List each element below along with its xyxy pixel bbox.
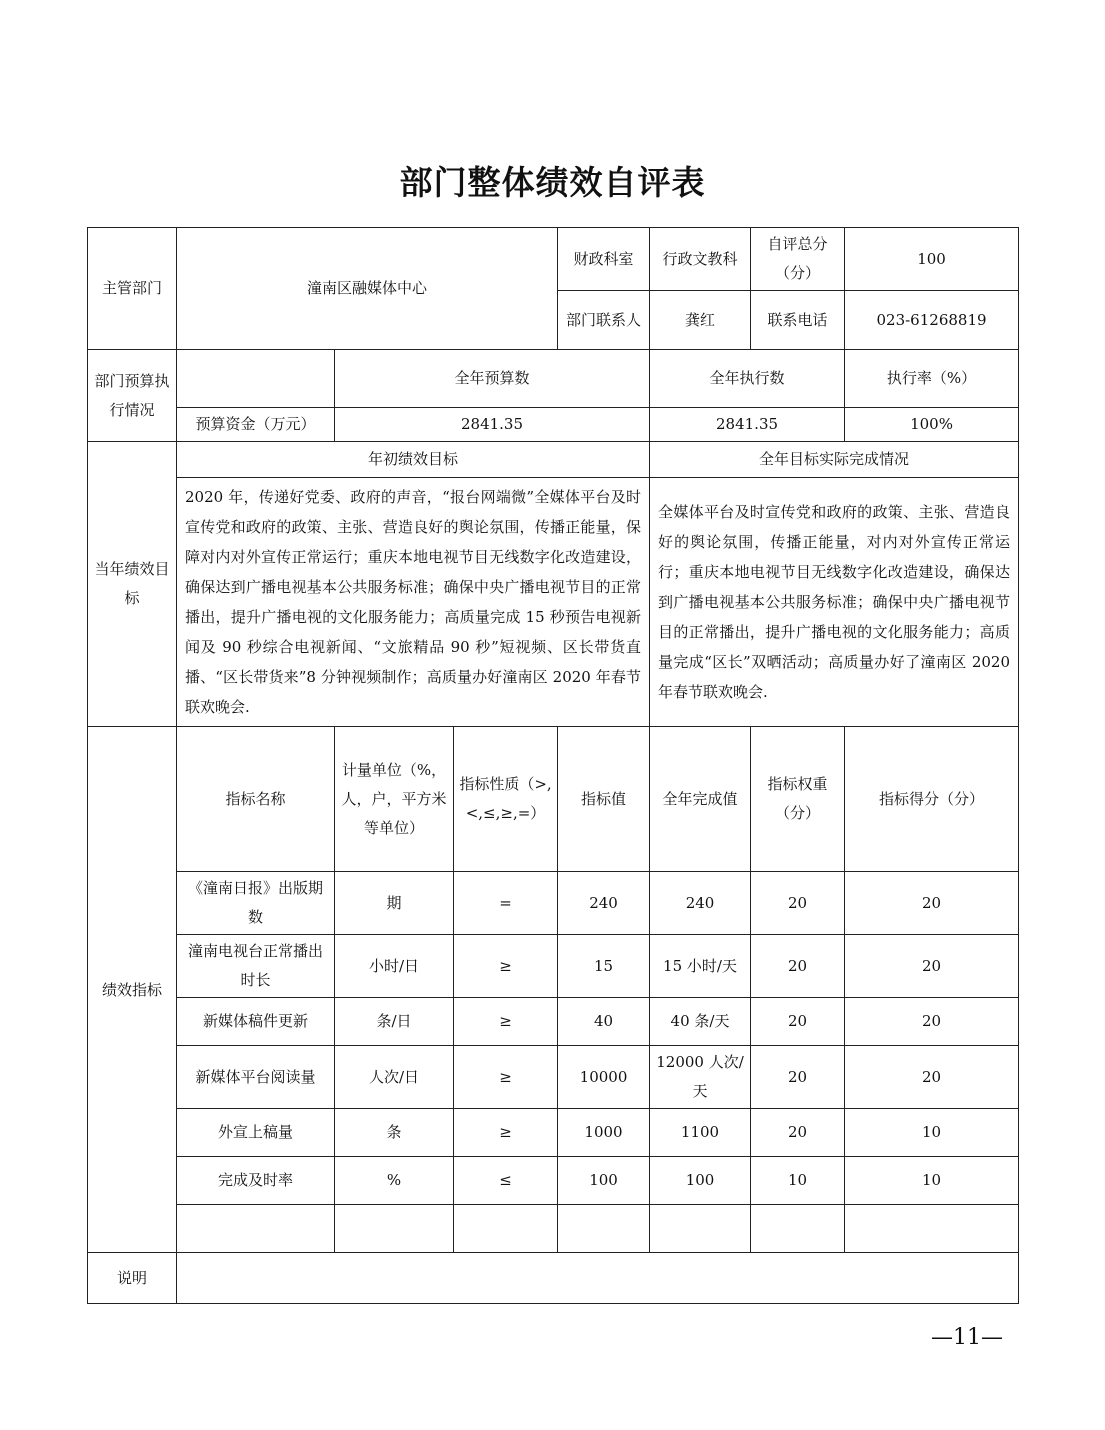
indicator-name: 外宣上稿量: [177, 1109, 335, 1157]
indicator-target: 240: [558, 872, 650, 935]
indicator-name: 新媒体稿件更新: [177, 998, 335, 1046]
indicator-target: 10000: [558, 1046, 650, 1109]
indicator-nature: =: [454, 872, 558, 935]
indicator-unit: 人次/日: [335, 1046, 454, 1109]
col-header-actual: 全年完成值: [650, 727, 751, 872]
indicator-actual: 1100: [650, 1109, 751, 1157]
self-score-label: 自评总分（分）: [751, 228, 845, 291]
exec-value: 2841.35: [650, 408, 845, 442]
budget-label: 部门预算执行情况: [88, 350, 177, 442]
indicator-name: 完成及时率: [177, 1157, 335, 1205]
table-row: [88, 935, 1019, 998]
self-score-value: 100: [845, 228, 1019, 291]
indicator-actual: 15 小时/天: [650, 935, 751, 998]
indicator-score: 20: [845, 998, 1019, 1046]
col-header-weight: 指标权重（分）: [751, 727, 845, 872]
col-header-target: 指标值: [558, 727, 650, 872]
table-row: [88, 1109, 1019, 1157]
indicator-unit: 条/日: [335, 998, 454, 1046]
indicator-score: 20: [845, 1046, 1019, 1109]
exec-col-header: 全年执行数: [650, 350, 845, 408]
indicator-name: 潼南电视台正常播出时长: [177, 935, 335, 998]
finance-office-value: 行政文教科: [650, 228, 751, 291]
actual-goals-header: 全年目标实际完成情况: [650, 442, 1019, 478]
budget-row-label: 预算资金（万元）: [177, 408, 335, 442]
initial-goals-header: 年初绩效目标: [177, 442, 650, 478]
indicator-unit: 条: [335, 1109, 454, 1157]
empty-row: [88, 1205, 1019, 1253]
notes-label: 说明: [88, 1253, 177, 1304]
page-title: 部门整体绩效自评表: [399, 163, 706, 202]
table-row: [88, 998, 1019, 1046]
indicator-actual: 240: [650, 872, 751, 935]
phone-label: 联系电话: [751, 291, 845, 350]
budget-col-header: 全年预算数: [335, 350, 650, 408]
col-header-nature: 指标性质（>,<,≤,≥,=）: [454, 727, 558, 872]
indicator-nature: ≥: [454, 1046, 558, 1109]
rate-col-header: 执行率（%）: [845, 350, 1019, 408]
indicator-actual: 40 条/天: [650, 998, 751, 1046]
indicator-nature: ≥: [454, 1109, 558, 1157]
indicator-weight: 20: [751, 998, 845, 1046]
dept-label: 主管部门: [88, 228, 177, 350]
indicator-nature: ≤: [454, 1157, 558, 1205]
indicator-actual: 100: [650, 1157, 751, 1205]
indicator-weight: 20: [751, 1046, 845, 1109]
budget-blank-cell: [177, 350, 335, 408]
indicators-label: 绩效指标: [88, 727, 177, 1253]
col-header-name: 指标名称: [177, 727, 335, 872]
indicator-score: 20: [845, 872, 1019, 935]
indicator-unit: 小时/日: [335, 935, 454, 998]
finance-office-label: 财政科室: [558, 228, 650, 291]
indicator-name: 《潼南日报》出版期数: [177, 872, 335, 935]
actual-goals-text: 全媒体平台及时宣传党和政府的政策、主张、营造良好的舆论氛围，传播正能量，对内对外宣传正常运行；重庆本地电视节目无线数字化改造建设，确保达到广播电视基本公共服务标准；确保中央广播电视节目的正常播出，提升广播电视的文化服务能力；高质量完成“区长”双晒活动；高质量办好了潼南区 2020 年春节联欢晚会.: [650, 478, 1019, 727]
indicator-target: 15: [558, 935, 650, 998]
col-header-score: 指标得分（分）: [845, 727, 1019, 872]
indicator-nature: ≥: [454, 935, 558, 998]
phone-value: 023-61268819: [845, 291, 1019, 350]
col-header-unit: 计量单位（%，人，户，平方米等单位）: [335, 727, 454, 872]
table-row: [88, 872, 1019, 935]
indicator-unit: 期: [335, 872, 454, 935]
indicator-actual: 12000 人次/天: [650, 1046, 751, 1109]
contact-name: 龚红: [650, 291, 751, 350]
notes-content: [177, 1253, 1019, 1304]
rate-value: 100%: [845, 408, 1019, 442]
indicator-nature: ≥: [454, 998, 558, 1046]
page-number: —11—: [931, 1325, 1003, 1350]
goals-label: 当年绩效目标: [88, 442, 177, 727]
indicator-unit: %: [335, 1157, 454, 1205]
indicator-name: 新媒体平台阅读量: [177, 1046, 335, 1109]
initial-goals-text: 2020 年，传递好党委、政府的声音，“报台网端微”全媒体平台及时宣传党和政府的政策、主张、营造良好的舆论氛围，传播正能量，保障对内对外宣传正常运行；重庆本地电视节目无线数字化改造建设，确保达到广播电视基本公共服务标准；确保中央广播电视节目的正常播出，提升广播电视的文化服务能力；高质量完成 15 秒预告电视新闻及 90 秒综合电视新闻、“文旅精品 90 秒”短视频、区长带货直播、“区长带货来”8 分钟视频制作；高质量办好潼南区 2020 年春节联欢晚会.: [177, 478, 650, 727]
indicator-weight: 20: [751, 935, 845, 998]
indicator-score: 10: [845, 1157, 1019, 1205]
indicator-weight: 20: [751, 872, 845, 935]
indicator-target: 100: [558, 1157, 650, 1205]
indicator-target: 1000: [558, 1109, 650, 1157]
self-evaluation-table: [87, 227, 1019, 1304]
dept-name: 潼南区融媒体中心: [177, 228, 558, 350]
table-row: [88, 1157, 1019, 1205]
contact-label: 部门联系人: [558, 291, 650, 350]
indicator-score: 20: [845, 935, 1019, 998]
indicator-score: 10: [845, 1109, 1019, 1157]
indicator-weight: 20: [751, 1109, 845, 1157]
indicator-target: 40: [558, 998, 650, 1046]
indicator-weight: 10: [751, 1157, 845, 1205]
budget-value: 2841.35: [335, 408, 650, 442]
table-row: [88, 1046, 1019, 1109]
